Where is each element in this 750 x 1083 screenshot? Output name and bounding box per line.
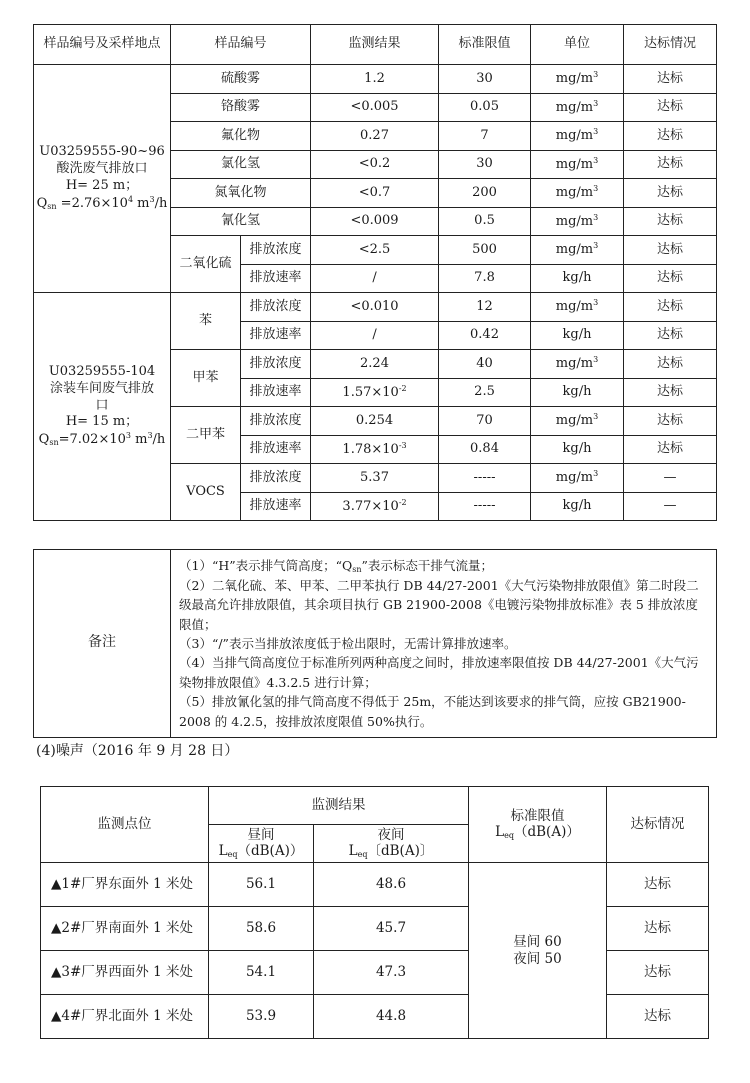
result-cell: <0.7	[311, 179, 439, 208]
header-cell: 标准限值	[439, 25, 531, 65]
night-value: 47.3	[314, 951, 469, 995]
pollutant-name: 氮氧化物	[171, 179, 311, 208]
table-row	[41, 863, 709, 907]
status-cell: 达标	[624, 293, 717, 322]
header-cell: 监测点位	[41, 787, 209, 863]
header-cell: 监测结果	[209, 787, 469, 825]
limit-cell: 7.8	[439, 264, 531, 293]
table-header-row	[34, 25, 717, 65]
param-cell: 排放浓度	[241, 293, 311, 322]
status-cell: 达标	[624, 435, 717, 464]
status-cell: 达标	[624, 150, 717, 179]
limit-cell: -----	[439, 464, 531, 493]
header-cell: 监测结果	[311, 25, 439, 65]
night-value: 48.6	[314, 863, 469, 907]
limit-cell: 200	[439, 179, 531, 208]
limit-cell: 0.84	[439, 435, 531, 464]
status-cell: 达标	[624, 264, 717, 293]
result-cell: /	[311, 321, 439, 350]
status-cell: 达标	[624, 321, 717, 350]
result-cell: /	[311, 264, 439, 293]
result-cell: 0.27	[311, 122, 439, 151]
result-cell: 1.2	[311, 65, 439, 94]
limit-cell: 40	[439, 350, 531, 379]
limit-cell: 7	[439, 122, 531, 151]
param-cell: 排放浓度	[241, 236, 311, 265]
sampling-location: U03259555-90~96 酸洗废气排放口 H= 25 m； $Q_{sn} =2.76\times 10^4$ $m^3/h$	[34, 65, 171, 293]
table-gap	[34, 521, 717, 550]
limit-cell: 12	[439, 293, 531, 322]
status-cell: 达标	[624, 236, 717, 265]
status-cell: 达标	[624, 93, 717, 122]
table-row	[34, 65, 717, 94]
limit-cell: 0.5	[439, 207, 531, 236]
status-cell: 达标	[624, 350, 717, 379]
unit-cell: kg/h	[531, 264, 624, 293]
site-cell: ▲3#厂界西面外 1 米处	[41, 951, 209, 995]
section-title-noise: (4)噪声（2016 年 9 月 28 日）	[36, 743, 239, 759]
status-cell: 达标	[624, 179, 717, 208]
result-cell: $1.78\times 10^{-3}$	[311, 435, 439, 464]
unit-cell: kg/h	[531, 435, 624, 464]
result-cell: <0.010	[311, 293, 439, 322]
result-cell: <0.009	[311, 207, 439, 236]
pollutant-name: 甲苯	[171, 350, 241, 407]
header-cell: 昼间 $L_{eq}(dB(A))$	[209, 825, 314, 863]
limit-cell: 0.42	[439, 321, 531, 350]
table-row	[41, 907, 709, 951]
header-cell: 标准限值 $L_{eq}(dB(A))$	[469, 787, 607, 863]
site-cell: ▲1#厂界东面外 1 米处	[41, 863, 209, 907]
header-cell: 夜间 $L_{eq}$〔dB(A)〕	[314, 825, 469, 863]
status-cell: 达标	[624, 122, 717, 151]
status-cell: 达标	[624, 378, 717, 407]
unit-cell: $mg/m^3$	[531, 350, 624, 379]
day-value: 56.1	[209, 863, 314, 907]
param-cell: 排放速率	[241, 321, 311, 350]
header-cell: 样品编号及采样地点	[34, 25, 171, 65]
status-cell: 达标	[624, 65, 717, 94]
status-cell: 达标	[607, 907, 709, 951]
param-cell: 排放速率	[241, 492, 311, 521]
pollutant-name: 氟化物	[171, 122, 311, 151]
status-cell: —	[624, 492, 717, 521]
limit-cell: 0.05	[439, 93, 531, 122]
result-cell: 2.24	[311, 350, 439, 379]
unit-cell: $mg/m^3$	[531, 293, 624, 322]
limit-cell: 70	[439, 407, 531, 436]
table-header-row	[41, 787, 709, 825]
unit-cell: kg/h	[531, 378, 624, 407]
pollutant-name: 二甲苯	[171, 407, 241, 464]
result-cell: <0.005	[311, 93, 439, 122]
pollutant-name: 苯	[171, 293, 241, 350]
noise-table	[40, 786, 709, 1039]
unit-cell: $mg/m^3$	[531, 464, 624, 493]
result-cell: 5.37	[311, 464, 439, 493]
noise-limit-cell: 昼间 60 夜间 50	[469, 863, 607, 1039]
status-cell: 达标	[607, 951, 709, 995]
emission-table	[33, 24, 717, 738]
pollutant-name: 二氧化硫	[171, 236, 241, 293]
unit-cell: $mg/m^3$	[531, 236, 624, 265]
pollutant-name: 硫酸雾	[171, 65, 311, 94]
notes-label: 备注	[34, 549, 171, 737]
result-cell: $3.77\times 10^{-2}$	[311, 492, 439, 521]
site-cell: ▲2#厂界南面外 1 米处	[41, 907, 209, 951]
unit-cell: $mg/m^3$	[531, 93, 624, 122]
header-cell: 达标情况	[624, 25, 717, 65]
day-value: 53.9	[209, 995, 314, 1039]
unit-cell: $mg/m^3$	[531, 407, 624, 436]
notes-text: （1）“H”表示排气筒高度；“$Q_{sn}$”表示标态干排气流量； （2）二氧化硫、苯、甲苯、二甲苯执行 DB 44/27-2001《大气污染物排放限值》第二时段二级最高允许排放限值，其余项目执行 GB 21900-2008《电镀污染物排放标准》表 5 排放浓度限值； （3）“/”表示当排放浓度低于检出限时，无需计算排放速率。 （4）当排气筒高度位于标准所列两种高度之间时，排放速率限值按 DB 44/27-2001《大气污染物排放限值》4.3.2.5 进行计算； （5）排放氰化氢的排气筒高度不得低于 25m，不能达到该要求的排气筒，应按 GB21900-2008 的 4.2.5，按排放浓度限值 50%执行。	[171, 549, 717, 737]
unit-cell: kg/h	[531, 492, 624, 521]
night-value: 45.7	[314, 907, 469, 951]
table-row	[34, 293, 717, 322]
pollutant-name: 氰化氢	[171, 207, 311, 236]
limit-cell: 2.5	[439, 378, 531, 407]
status-cell: —	[624, 464, 717, 493]
result-cell: $1.57\times 10^{-2}$	[311, 378, 439, 407]
day-value: 54.1	[209, 951, 314, 995]
pollutant-name: 氯化氢	[171, 150, 311, 179]
status-cell: 达标	[624, 407, 717, 436]
param-cell: 排放浓度	[241, 407, 311, 436]
result-cell: <2.5	[311, 236, 439, 265]
param-cell: 排放浓度	[241, 464, 311, 493]
table-row	[41, 951, 709, 995]
status-cell: 达标	[607, 863, 709, 907]
status-cell: 达标	[607, 995, 709, 1039]
unit-cell: kg/h	[531, 321, 624, 350]
header-cell: 达标情况	[607, 787, 709, 863]
status-cell: 达标	[624, 207, 717, 236]
unit-cell: $mg/m^3$	[531, 65, 624, 94]
limit-cell: 30	[439, 150, 531, 179]
param-cell: 排放速率	[241, 264, 311, 293]
result-cell: <0.2	[311, 150, 439, 179]
site-cell: ▲4#厂界北面外 1 米处	[41, 995, 209, 1039]
sampling-location: U03259555-104 涂装车间废气排放 口 H= 15 m； $Q_{sn}=7.02\times 10^3$ $m^3/h$	[34, 293, 171, 521]
header-cell: 样品编号	[171, 25, 311, 65]
limit-cell: 500	[439, 236, 531, 265]
pollutant-name: 铬酸雾	[171, 93, 311, 122]
pollutant-name: VOCS	[171, 464, 241, 521]
limit-cell: 30	[439, 65, 531, 94]
result-cell: 0.254	[311, 407, 439, 436]
unit-cell: $mg/m^3$	[531, 122, 624, 151]
unit-cell: $mg/m^3$	[531, 179, 624, 208]
day-value: 58.6	[209, 907, 314, 951]
param-cell: 排放速率	[241, 435, 311, 464]
unit-cell: $mg/m^3$	[531, 150, 624, 179]
unit-cell: $mg/m^3$	[531, 207, 624, 236]
table-row	[41, 995, 709, 1039]
header-cell: 单位	[531, 25, 624, 65]
param-cell: 排放速率	[241, 378, 311, 407]
notes-row	[34, 549, 717, 737]
night-value: 44.8	[314, 995, 469, 1039]
param-cell: 排放浓度	[241, 350, 311, 379]
limit-cell: -----	[439, 492, 531, 521]
